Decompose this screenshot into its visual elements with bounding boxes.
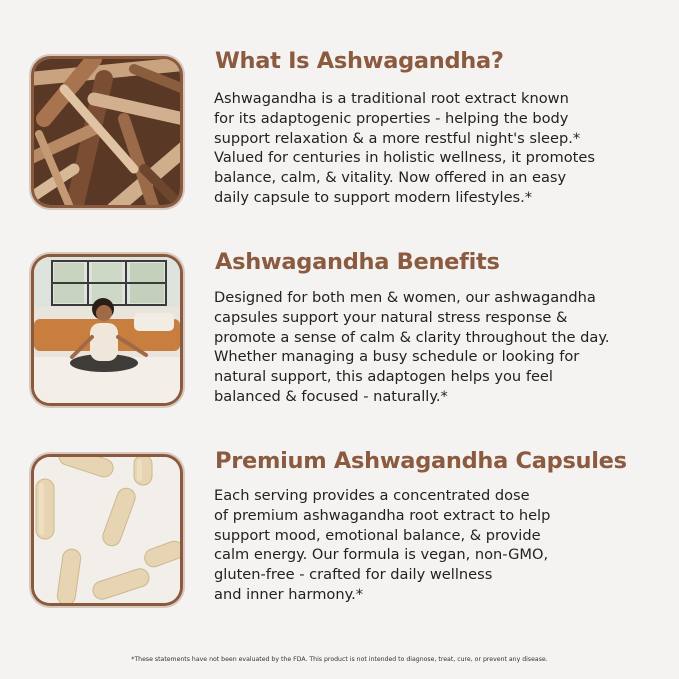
body-line: for its adaptogenic properties - helping the body [214, 109, 569, 127]
body-line: promote a sense of calm & clarity throughout the day. [214, 328, 610, 346]
section-heading: Premium Ashwagandha Capsules [215, 448, 627, 474]
ashwagandha-roots-image [34, 59, 180, 205]
body-line: and inner harmony.* [214, 585, 364, 603]
body-line: Designed for both men & women, our ashwagandha [214, 289, 596, 306]
roots-illustration [34, 59, 180, 205]
body-line: Valued for centuries in holistic wellness, it promotes [214, 149, 595, 167]
body-line: of premium ashwagandha root extract to help [214, 506, 551, 524]
body-line: balance, calm, & vitality. Now offered in an easy [214, 169, 567, 187]
body-line: daily capsule to support modern lifestyles.* [214, 188, 533, 206]
body-line: support mood, emotional balance, & provide [214, 526, 541, 544]
capsules-image [34, 457, 180, 603]
section-body [214, 89, 664, 208]
body-line: Whether managing a busy schedule or looking for [214, 348, 580, 366]
section-body [214, 288, 664, 407]
body-line: Ashwagandha is a traditional root extract known [214, 90, 569, 107]
body-line: gluten-free - crafted for daily wellness [214, 566, 493, 584]
woman-meditating-image [34, 257, 180, 403]
body-line: support relaxation & a more restful night's sleep.* [214, 129, 581, 147]
meditation-illustration [34, 257, 180, 403]
fda-disclaimer: *These statements have not been evaluated by the FDA. This product is not intended to diagnose, treat, cure, or prevent any disease. [131, 656, 548, 663]
body-line: balanced & focused - naturally.* [214, 387, 448, 405]
body-line: calm energy. Our formula is vegan, non-GMO, [214, 546, 549, 564]
section-heading: Ashwagandha Benefits [215, 249, 500, 275]
body-line: capsules support your natural stress response & [214, 308, 568, 326]
body-line: Each serving provides a concentrated dose [214, 487, 530, 504]
section-body [214, 486, 664, 605]
section-heading: What Is Ashwagandha? [215, 48, 504, 74]
body-line: natural support, this adaptogen helps you feel [214, 368, 553, 386]
capsules-illustration [34, 457, 180, 603]
